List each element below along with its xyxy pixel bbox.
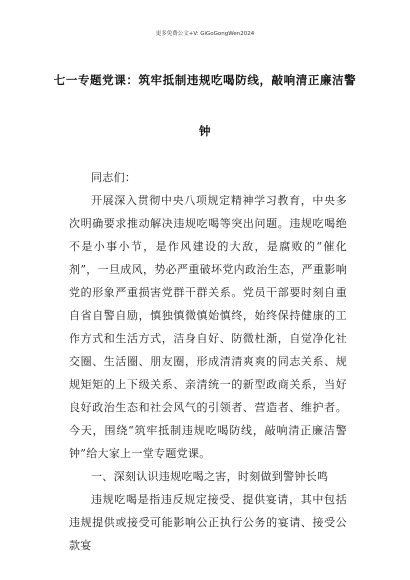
greeting: 同志们： bbox=[91, 171, 137, 184]
document-title-line-1: 七一专题党课：筑牢抵制违规吃喝防线，敲响清正廉洁警 bbox=[53, 73, 357, 87]
section-heading-1: 一、深刻认识违规吃喝之害，时刻做到警钟长鸣 bbox=[91, 470, 329, 483]
document-title-line-2: 钟 bbox=[198, 124, 212, 138]
document-body bbox=[69, 166, 347, 557]
body-paragraph-1: 开展深入贯彻中央八项规定精神学习教育，中央多次明确要求推动解决违规吃喝等突出问题。违规吃喝绝不是小事小节，是作风建设的大敌，是腐败的“催化剂”，一旦成风，势必严重破坏党内政治生态，严重影响党的形象严重损害党群干群关系。党员干部要时刻自重自省自警自励，慎独慎微慎始慎终，始终保持健康的工作方式和生活方式，洁身自好、防微杜渐，自觉净化社交圈、生活圈、朋友圈，形成清清爽爽的同志关系、规规矩矩的上下级关系、亲清统一的新型政商关系，当好良好政治生态和社会风气的引领者、营造者、维护者。今天，围绕“筑牢抵制违规吃喝防线，敲响清正廉洁警钟”给大家上一堂专题党课。 bbox=[69, 194, 347, 460]
body-paragraph-2: 违规吃喝是指违反规定接受、提供宴请，其中包括违规提供或接受可能影响公正执行公务的宴请、接受公款宴 bbox=[69, 493, 347, 552]
header-note: 更多免费公文+V: GiGoGongWen2024 bbox=[155, 31, 255, 37]
